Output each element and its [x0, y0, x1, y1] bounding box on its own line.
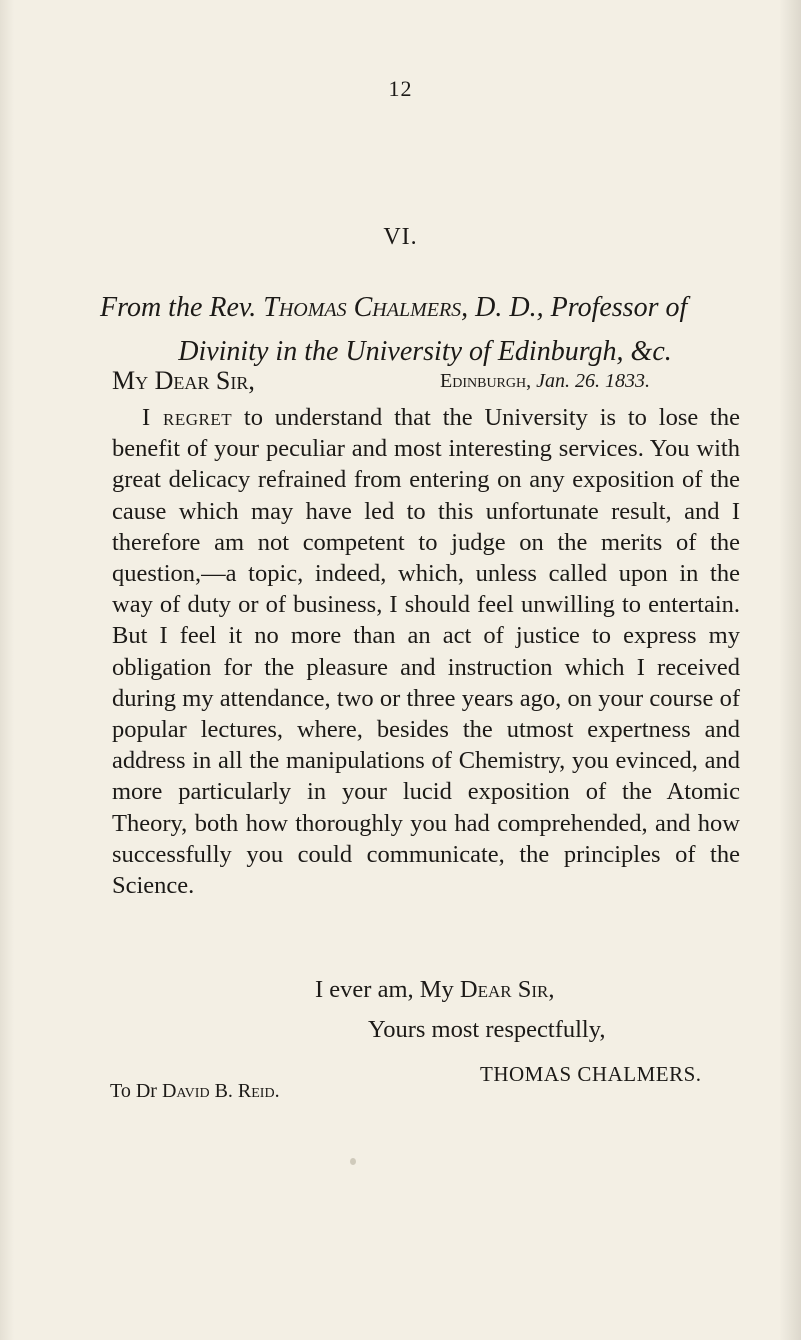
- heading-line-2: Divinity in the University of Edinburgh, &c.: [178, 336, 672, 367]
- letter-text: to understand that the University is to lose the benefit of your peculiar and most interesting services. You with great delicacy refrained from entering on any exposition of the cause which may have led to this unfortunate result, and I therefore am not competent to judge on the merits of the question,—a topic, indeed, which, unless called upon in the way of duty or of business, I should feel unwilling to entertain. But I feel it no more than an act of justice to express my obligation for the pleasure and instruction which I received during my attendance, two or three years ago, on your course of popular lectures, where, besides the utmost expertness and address in all the manipulations of Chemistry, you evinced, and more particularly in your lucid exposition of the Atomic Theory, both how thoroughly you had comprehended, and how successfully you could communicate, the principles of the Science.: [112, 404, 740, 900]
- addressee-prefix: To Dr: [110, 1080, 162, 1102]
- dateline: [440, 370, 650, 393]
- section-number: VI.: [383, 224, 418, 250]
- heading-author-name: Thomas Chalmers: [263, 292, 462, 323]
- closing-dear-sir: Dear Sir,: [459, 976, 555, 1003]
- closing-line-1: [315, 976, 555, 1004]
- letter-heading: [100, 286, 740, 374]
- heading-suffix: , D. D., Professor of: [461, 292, 688, 323]
- dateline-date: Jan. 26. 1833.: [536, 370, 650, 392]
- letter-lead-words: I regret: [142, 404, 233, 431]
- dateline-place: Edinburgh,: [440, 370, 532, 392]
- letter-body: [112, 402, 740, 901]
- closing-prefix: I ever am, My: [315, 976, 460, 1003]
- page-gutter-shadow: [0, 0, 14, 1340]
- page-edge-shadow: [779, 0, 801, 1340]
- heading-line-1: [100, 286, 740, 330]
- letter-paragraph: [112, 402, 740, 901]
- ink-speck: [350, 1158, 356, 1165]
- page-number: 12: [388, 76, 413, 101]
- addressee-name: David B. Reid.: [161, 1080, 280, 1102]
- salutation: My Dear Sir,: [112, 366, 255, 395]
- closing-line-2: Yours most respectfully,: [368, 1016, 606, 1043]
- addressee: [110, 1080, 280, 1103]
- signature: THOMAS CHALMERS.: [480, 1062, 702, 1086]
- heading-prefix: From the Rev.: [100, 292, 264, 323]
